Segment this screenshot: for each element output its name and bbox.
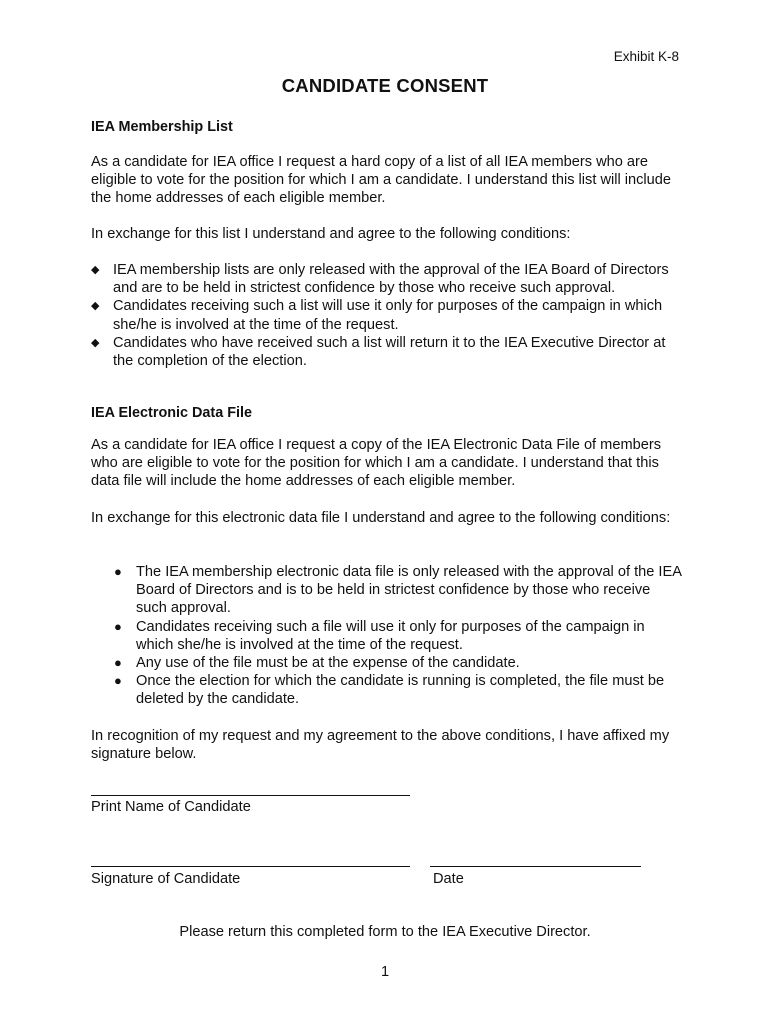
list-item: [114, 618, 684, 654]
data-file-conditions-intro: In exchange for this electronic data file I understand and agree to the following conditions:: [91, 510, 671, 526]
dot-bullet-icon: ●: [114, 673, 122, 689]
recognition-paragraph: In recognition of my request and my agreement to the above conditions, I have affixed my signature below.: [91, 728, 670, 763]
page-title: CANDIDATE CONSENT: [281, 75, 489, 96]
print-name-label: Print Name of Candidate: [91, 799, 251, 815]
list-item-text: Candidates who have received such a list will return it to the IEA Executive Director at the completion of the election.: [113, 334, 666, 370]
date-label: Date: [433, 871, 464, 887]
membership-conditions-list: [91, 261, 681, 370]
membership-request-paragraph: As a candidate for IEA office I request a hard copy of a list of all IEA members who are eligible to vote for the position for which I am a candidate. I understand this list will include the home addresses of each eligible member.: [91, 154, 672, 207]
diamond-bullet-icon: ◆: [91, 300, 100, 313]
list-item-text: The IEA membership electronic data file is only released with the approval of the IEA Board of Directors and is to be held in strictest confidence by those who receive such approval.: [136, 564, 682, 617]
dot-bullet-icon: ●: [114, 655, 122, 671]
page-number: 1: [380, 964, 390, 980]
list-item-text: Candidates receiving such a list will use it only for purposes of the campaign in which she/he is involved at the time of the request.: [113, 298, 663, 333]
list-item: [91, 297, 681, 333]
data-file-conditions-list: [114, 563, 684, 709]
dot-bullet-icon: ●: [114, 564, 122, 579]
list-item-text: Once the election for which the candidate is running is completed, the file must be deleted by the candidate.: [136, 673, 665, 708]
list-item: [114, 563, 684, 618]
list-item: [91, 261, 681, 297]
date-line[interactable]: [430, 866, 641, 867]
diamond-bullet-icon: ◆: [91, 264, 100, 276]
dot-bullet-icon: ●: [114, 618, 122, 634]
membership-conditions-intro: In exchange for this list I understand and agree to the following conditions:: [91, 226, 571, 242]
print-name-line[interactable]: [91, 795, 410, 796]
return-instructions: Please return this completed form to the IEA Executive Director.: [179, 924, 591, 940]
list-item: [114, 672, 684, 708]
list-item: [91, 334, 681, 370]
list-item-text: IEA membership lists are only released with the approval of the IEA Board of Directors and are to be held in strictest confidence by those who receive such approval.: [113, 262, 669, 297]
diamond-bullet-icon: ◆: [91, 336, 100, 349]
list-item-text: Any use of the file must be at the expense of the candidate.: [136, 655, 520, 672]
signature-line[interactable]: [91, 866, 410, 867]
list-item-text: Candidates receiving such a file will use it only for purposes of the campaign in which she/he is involved at the time of the request.: [136, 618, 645, 653]
section-heading-membership-list: IEA Membership List: [91, 119, 233, 135]
section-heading-electronic-data-file: IEA Electronic Data File: [91, 405, 253, 421]
signature-label: Signature of Candidate: [91, 871, 241, 887]
list-item: [114, 654, 684, 672]
exhibit-label: Exhibit K-8: [613, 49, 679, 64]
data-file-request-paragraph: As a candidate for IEA office I request a copy of the IEA Electronic Data File of members who are eligible to vote for the position for which I am a candidate. I understand that this data file will include the home addresses of each eligible member.: [91, 437, 661, 490]
